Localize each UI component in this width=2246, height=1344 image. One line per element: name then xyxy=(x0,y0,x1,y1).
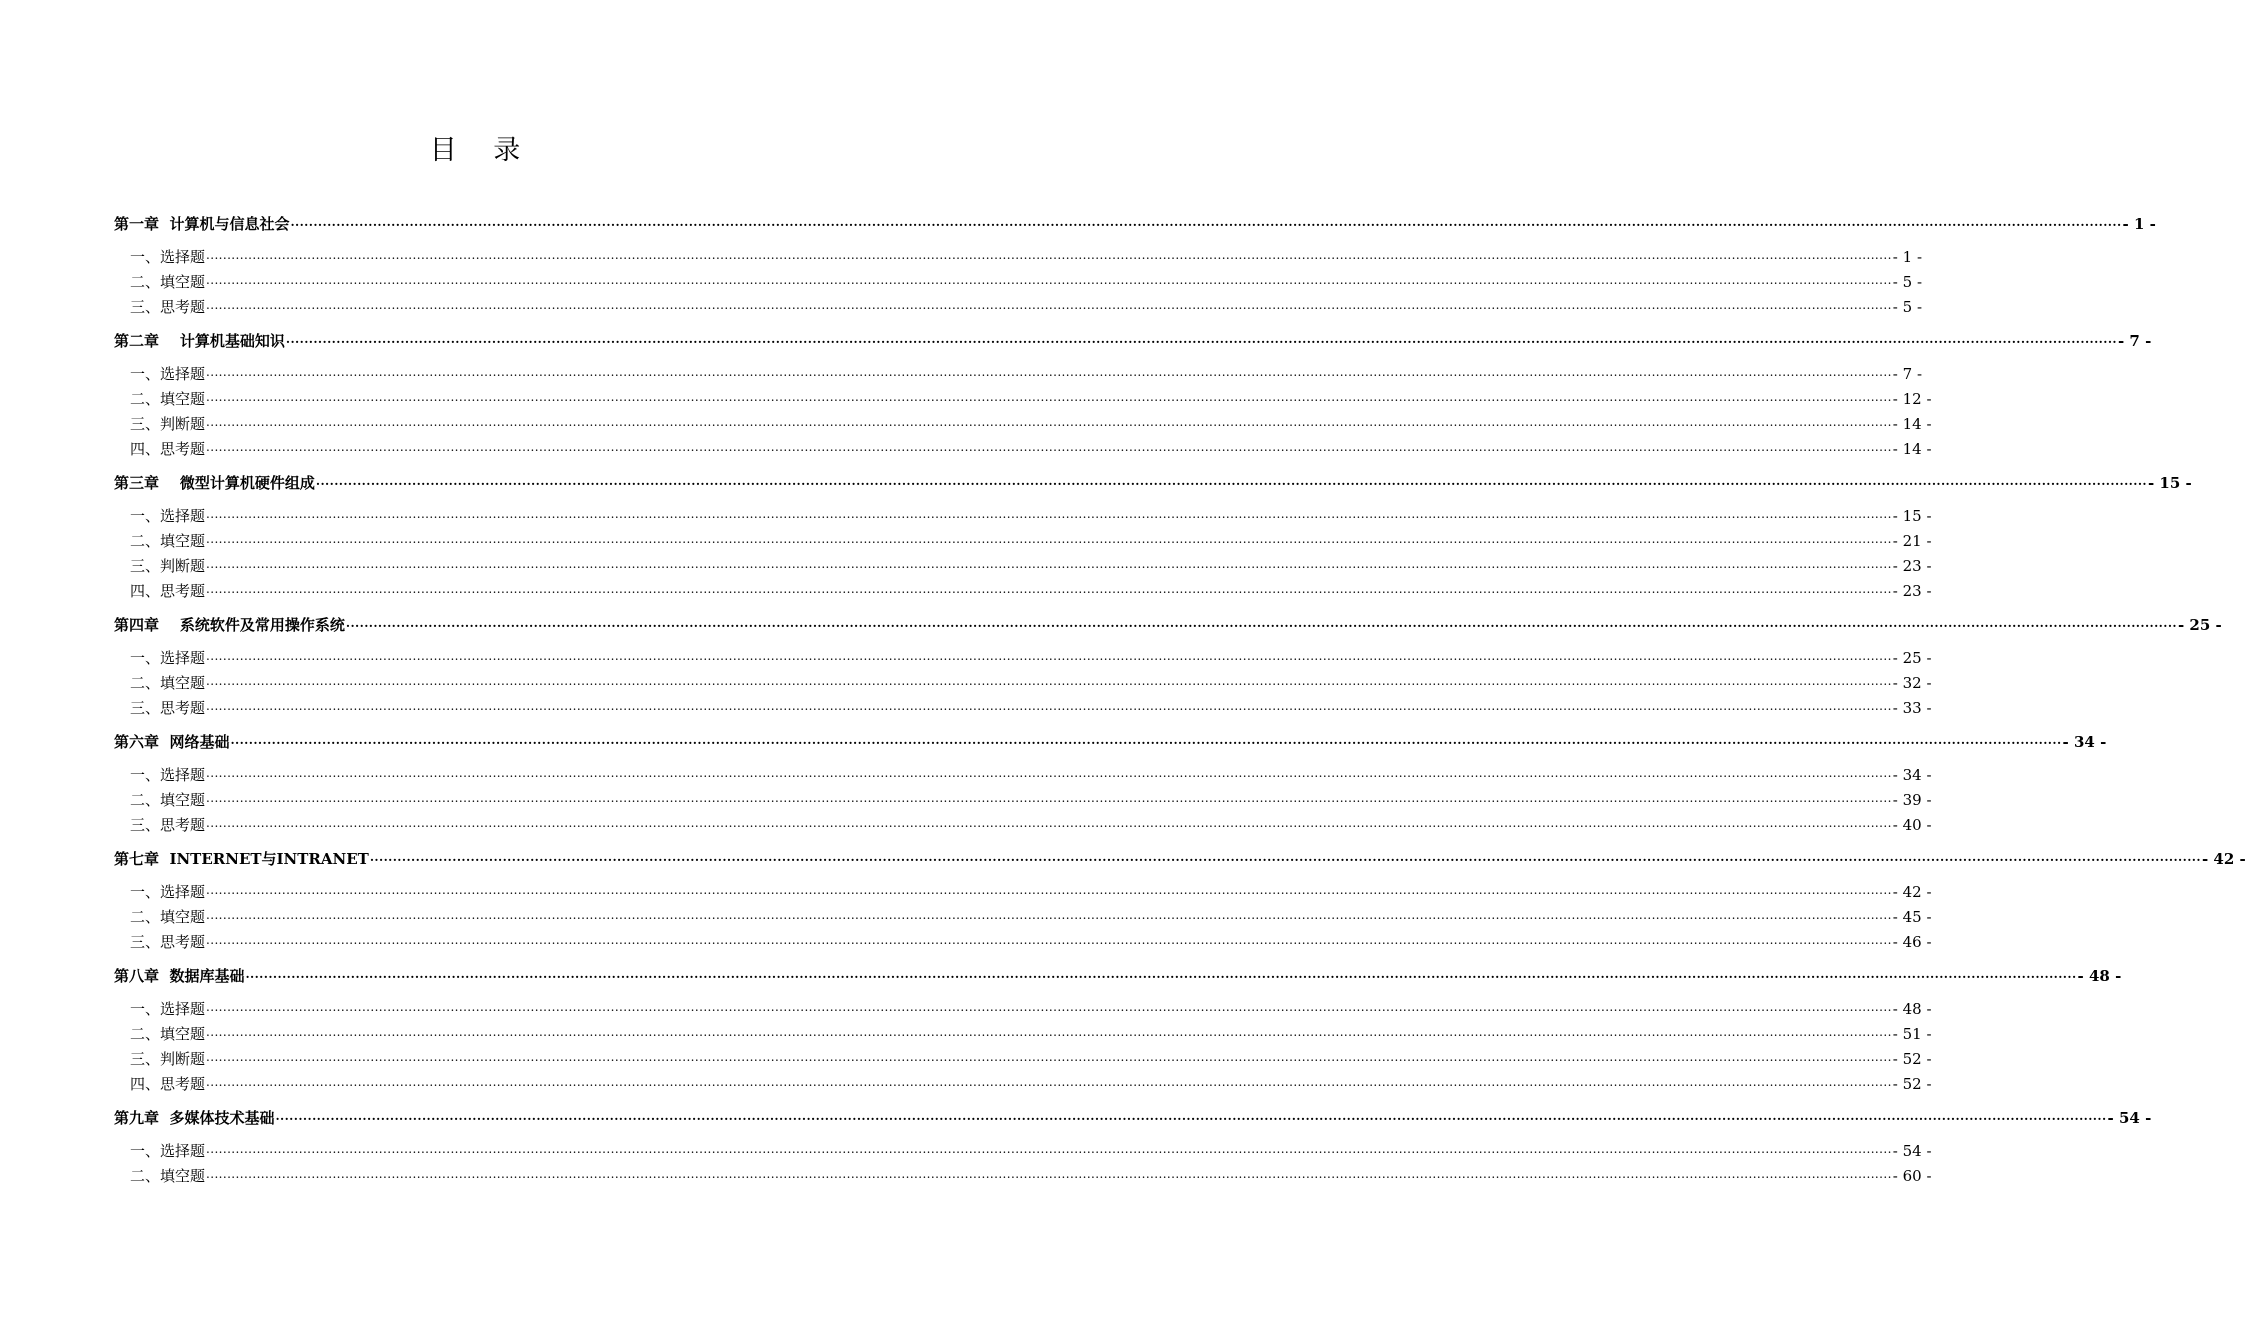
dot-leader: ................................................................................................................................................................................................................................................................................................................................................................................................................ xyxy=(230,733,2062,747)
toc-section-entry-label: 三、判断题 xyxy=(130,557,206,575)
toc-section-entry-label: 三、思考题 xyxy=(130,933,206,951)
toc-section-entry-label: 三、判断题 xyxy=(130,415,206,433)
dot-leader: ................................................................................................................................................................................................................................................................................................................................................................................................................ xyxy=(206,699,1892,713)
toc-section-entry-page-number: - 40 - xyxy=(1892,816,1932,834)
toc-chapter-entry[interactable] xyxy=(114,325,2152,351)
toc-chapter-entry-page-number: - 34 - xyxy=(2062,733,2107,751)
toc-section-entry-page-number: - 42 - xyxy=(1892,883,1932,901)
toc-section-entry[interactable] xyxy=(114,551,1932,576)
toc-section-entry[interactable] xyxy=(114,1019,1932,1044)
toc-section-entry[interactable] xyxy=(114,1136,1932,1161)
toc-section-entry-page-number: - 33 - xyxy=(1892,699,1932,717)
dot-leader: ................................................................................................................................................................................................................................................................................................................................................................................................................ xyxy=(206,1050,1892,1064)
dot-leader: ................................................................................................................................................................................................................................................................................................................................................................................................................ xyxy=(206,532,1892,546)
toc-section-entry[interactable] xyxy=(114,409,1932,434)
dot-leader: ................................................................................................................................................................................................................................................................................................................................................................................................................ xyxy=(275,1109,2107,1123)
toc-section-entry-page-number: - 51 - xyxy=(1892,1025,1932,1043)
toc-section-entry[interactable] xyxy=(114,760,1932,785)
toc-section-entry-label: 三、思考题 xyxy=(130,298,206,316)
toc-section-entry-label: 二、填空题 xyxy=(130,1167,206,1185)
toc-chapter-entry[interactable] xyxy=(114,208,2156,234)
toc-chapter-entry-label: 第七章 INTERNET与INTRANET xyxy=(114,850,369,868)
toc-section-entry[interactable] xyxy=(114,1044,1932,1069)
dot-leader: ................................................................................................................................................................................................................................................................................................................................................................................................................ xyxy=(206,1167,1892,1181)
toc-section-entry[interactable] xyxy=(114,1069,1932,1094)
toc-section-entry-page-number: - 46 - xyxy=(1892,933,1932,951)
toc-chapter-entry-label: 第九章 多媒体技术基础 xyxy=(114,1109,275,1127)
toc-section-entry[interactable] xyxy=(114,668,1932,693)
dot-leader: ................................................................................................................................................................................................................................................................................................................................................................................................................ xyxy=(345,616,2177,630)
toc-section-entry-page-number: - 48 - xyxy=(1892,1000,1932,1018)
toc-section-entry-page-number: - 25 - xyxy=(1892,649,1932,667)
toc-section-entry-page-number: - 23 - xyxy=(1892,557,1932,575)
toc-section-entry[interactable] xyxy=(114,267,1923,292)
dot-leader: ................................................................................................................................................................................................................................................................................................................................................................................................................ xyxy=(206,1025,1892,1039)
toc-section-entry-label: 二、填空题 xyxy=(130,908,206,926)
toc-section-entry[interactable] xyxy=(114,434,1932,459)
toc-section-entry-page-number: - 12 - xyxy=(1892,390,1932,408)
toc-section-entry[interactable] xyxy=(114,877,1932,902)
dot-leader: ................................................................................................................................................................................................................................................................................................................................................................................................................ xyxy=(206,415,1892,429)
toc-chapter-entry-label: 第六章 网络基础 xyxy=(114,733,230,751)
toc-section-entry-label: 三、思考题 xyxy=(130,816,206,834)
dot-leader: ................................................................................................................................................................................................................................................................................................................................................................................................................ xyxy=(285,332,2117,346)
toc-section-entry[interactable] xyxy=(114,359,1923,384)
toc-section-entry-page-number: - 5 - xyxy=(1892,298,1923,316)
toc-title: 目 录 xyxy=(429,135,535,166)
toc-section-entry-label: 一、选择题 xyxy=(130,649,206,667)
toc-section-entry-label: 三、思考题 xyxy=(130,699,206,717)
toc-section-entry-page-number: - 7 - xyxy=(1892,365,1923,383)
toc-chapter-entry[interactable] xyxy=(114,843,2246,869)
toc-section-entry-label: 一、选择题 xyxy=(130,1142,206,1160)
toc-chapter-entry[interactable] xyxy=(114,1102,2152,1128)
toc-chapter-entry[interactable] xyxy=(114,726,2107,752)
toc-section-entry-label: 一、选择题 xyxy=(130,365,206,383)
toc-chapter-entry-label: 第三章 微型计算机硬件组成 xyxy=(114,474,315,492)
dot-leader: ................................................................................................................................................................................................................................................................................................................................................................................................................ xyxy=(206,791,1892,805)
dot-leader: ................................................................................................................................................................................................................................................................................................................................................................................................................ xyxy=(206,298,1892,312)
toc-section-entry-page-number: - 52 - xyxy=(1892,1050,1932,1068)
dot-leader: ................................................................................................................................................................................................................................................................................................................................................................................................................ xyxy=(206,365,1892,379)
toc-section-entry-label: 二、填空题 xyxy=(130,532,206,550)
dot-leader: ................................................................................................................................................................................................................................................................................................................................................................................................................ xyxy=(315,474,2147,488)
dot-leader: ................................................................................................................................................................................................................................................................................................................................................................................................................ xyxy=(290,215,2122,229)
toc-chapter-entry-label: 第一章 计算机与信息社会 xyxy=(114,215,290,233)
toc-section-entry-label: 三、判断题 xyxy=(130,1050,206,1068)
toc-section-entry[interactable] xyxy=(114,292,1923,317)
dot-leader: ................................................................................................................................................................................................................................................................................................................................................................................................................ xyxy=(245,967,2077,981)
dot-leader: ................................................................................................................................................................................................................................................................................................................................................................................................................ xyxy=(369,850,2201,864)
toc-section-entry-page-number: - 5 - xyxy=(1892,273,1923,291)
toc-section-entry-page-number: - 14 - xyxy=(1892,415,1932,433)
dot-leader: ................................................................................................................................................................................................................................................................................................................................................................................................................ xyxy=(206,582,1892,596)
dot-leader: ................................................................................................................................................................................................................................................................................................................................................................................................................ xyxy=(206,649,1892,663)
dot-leader: ................................................................................................................................................................................................................................................................................................................................................................................................................ xyxy=(206,1000,1892,1014)
toc-section-entry-page-number: - 32 - xyxy=(1892,674,1932,692)
toc-chapter-entry[interactable] xyxy=(114,609,2222,635)
toc-section-entry[interactable] xyxy=(114,902,1932,927)
toc-section-entry[interactable] xyxy=(114,927,1932,952)
toc-section-entry-label: 一、选择题 xyxy=(130,883,206,901)
toc-section-entry-page-number: - 1 - xyxy=(1892,248,1923,266)
toc-section-entry-label: 二、填空题 xyxy=(130,390,206,408)
toc-section-entry[interactable] xyxy=(114,1161,1932,1186)
toc-section-entry-page-number: - 15 - xyxy=(1892,507,1932,525)
toc-section-entry-label: 二、填空题 xyxy=(130,1025,206,1043)
toc-section-entry-page-number: - 14 - xyxy=(1892,440,1932,458)
toc-chapter-entry-label: 第四章 系统软件及常用操作系统 xyxy=(114,616,345,634)
toc-section-entry-label: 四、思考题 xyxy=(130,582,206,600)
dot-leader: ................................................................................................................................................................................................................................................................................................................................................................................................................ xyxy=(206,816,1892,830)
dot-leader: ................................................................................................................................................................................................................................................................................................................................................................................................................ xyxy=(206,248,1892,262)
toc-section-entry-label: 一、选择题 xyxy=(130,1000,206,1018)
dot-leader: ................................................................................................................................................................................................................................................................................................................................................................................................................ xyxy=(206,908,1892,922)
toc-section-entry[interactable] xyxy=(114,384,1932,409)
dot-leader: ................................................................................................................................................................................................................................................................................................................................................................................................................ xyxy=(206,883,1892,897)
toc-chapter-entry[interactable] xyxy=(114,467,2192,493)
toc-chapter-entry-page-number: - 25 - xyxy=(2177,616,2222,634)
toc-section-entry-page-number: - 45 - xyxy=(1892,908,1932,926)
dot-leader: ................................................................................................................................................................................................................................................................................................................................................................................................................ xyxy=(206,557,1892,571)
toc-section-entry[interactable] xyxy=(114,810,1932,835)
toc-section-entry[interactable] xyxy=(114,526,1932,551)
dot-leader: ................................................................................................................................................................................................................................................................................................................................................................................................................ xyxy=(206,1142,1892,1156)
toc-section-entry-label: 一、选择题 xyxy=(130,248,206,266)
toc-section-entry-page-number: - 39 - xyxy=(1892,791,1932,809)
toc-chapter-entry-page-number: - 54 - xyxy=(2107,1109,2152,1127)
dot-leader: ................................................................................................................................................................................................................................................................................................................................................................................................................ xyxy=(206,933,1892,947)
toc-section-entry[interactable] xyxy=(114,643,1932,668)
toc-section-entry[interactable] xyxy=(114,693,1932,718)
toc-section-entry-page-number: - 52 - xyxy=(1892,1075,1932,1093)
toc-section-entry[interactable] xyxy=(114,242,1923,267)
toc-section-entry-label: 二、填空题 xyxy=(130,273,206,291)
toc-chapter-entry-label: 第八章 数据库基础 xyxy=(114,967,245,985)
toc-section-entry-label: 二、填空题 xyxy=(130,791,206,809)
toc-section-entry-page-number: - 34 - xyxy=(1892,766,1932,784)
toc-chapter-entry-page-number: - 42 - xyxy=(2201,850,2246,868)
dot-leader: ................................................................................................................................................................................................................................................................................................................................................................................................................ xyxy=(206,273,1892,287)
dot-leader: ................................................................................................................................................................................................................................................................................................................................................................................................................ xyxy=(206,507,1892,521)
toc-chapter-entry-page-number: - 48 - xyxy=(2077,967,2122,985)
toc-section-entry-label: 四、思考题 xyxy=(130,1075,206,1093)
table-of-contents xyxy=(114,208,2246,1186)
toc-section-entry-page-number: - 21 - xyxy=(1892,532,1932,550)
toc-section-entry[interactable] xyxy=(114,785,1932,810)
dot-leader: ................................................................................................................................................................................................................................................................................................................................................................................................................ xyxy=(206,1075,1892,1089)
toc-section-entry-label: 四、思考题 xyxy=(130,440,206,458)
toc-chapter-entry-page-number: - 15 - xyxy=(2147,474,2192,492)
dot-leader: ................................................................................................................................................................................................................................................................................................................................................................................................................ xyxy=(206,440,1892,454)
dot-leader: ................................................................................................................................................................................................................................................................................................................................................................................................................ xyxy=(206,674,1892,688)
toc-section-entry[interactable] xyxy=(114,994,1932,1019)
toc-chapter-entry-page-number: - 7 - xyxy=(2117,332,2152,350)
toc-section-entry[interactable] xyxy=(114,501,1932,526)
toc-section-entry-label: 一、选择题 xyxy=(130,507,206,525)
toc-section-entry-label: 二、填空题 xyxy=(130,674,206,692)
toc-section-entry-page-number: - 60 - xyxy=(1892,1167,1932,1185)
toc-chapter-entry-page-number: - 1 - xyxy=(2122,215,2156,233)
toc-section-entry[interactable] xyxy=(114,576,1932,601)
toc-chapter-entry[interactable] xyxy=(114,960,2122,986)
dot-leader: ................................................................................................................................................................................................................................................................................................................................................................................................................ xyxy=(206,390,1892,404)
dot-leader: ................................................................................................................................................................................................................................................................................................................................................................................................................ xyxy=(206,766,1892,780)
toc-section-entry-page-number: - 23 - xyxy=(1892,582,1932,600)
toc-section-entry-label: 一、选择题 xyxy=(130,766,206,784)
toc-chapter-entry-label: 第二章 计算机基础知识 xyxy=(114,332,285,350)
toc-section-entry-page-number: - 54 - xyxy=(1892,1142,1932,1160)
